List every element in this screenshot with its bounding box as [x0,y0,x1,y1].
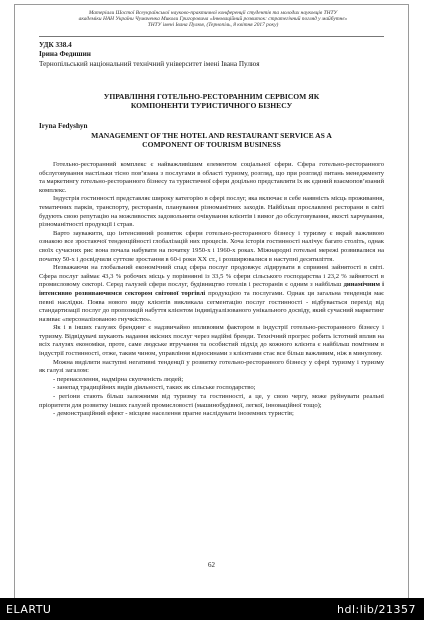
repository-footer [0,598,424,620]
udc-code: УДК 338.4 [39,41,72,49]
paper-page [14,4,409,600]
title-ua [39,92,384,110]
title-en-line-1: MANAGEMENT OF THE HOTEL AND RESTAURANT SERVICE AS A [91,131,332,140]
paragraph-5: Як і в інших галузях брендинг є надзвичайно впливовим фактором в індустрії готельно-ресторанного бізнесу і туризму. Відвідувачі шукають надання якісних послуг через надійні бренди. Технічний прогрес робить істотний вплив на всіх галузях економіки, проте, саме людське втручання та особистий підхід до кожного клієнта є найбільш помітним в індустрії гостинності, отже, таким чином, управління відносинами з клієнтами стає все більш важливим, ніж в минулому. [39,324,384,358]
paragraph-2: Індустрія гостинності представляє широку категорію в сфері послуг, яка включає в себе наявність місць проживання, тематичних парків, транспорту, ресторанів, планування різноманітних заходів. Найбільш прославлені ресторани в світі будують свою репутацію на можливостях задовольняти очікування клієнтів і вимог до обслуговування, якості харчування, різноманітності продукції і страв. [39,195,384,229]
page-number: 62 [208,561,215,569]
paragraph-4-end: продукцією та послугами. Однак ця загальна тенденція має певні наслідки. Поява нового виду клієнтів викликала сегментацію послуг гостинності - відбувається перехід від стандартизації послуг до пропозицій набуття клієнтом індивідуалізованого унікального досвіду, який сучасний маркетинг називає «персоналізованою гнучкістю». [39,289,384,323]
author-en: Iryna Fedyshyn [39,122,88,130]
paragraph-6: Можна виділити наступні негативні тенденції у розвитку готельно-ресторанного бізнесу у сфері туризму і туризму як галузі загалом: [39,358,384,375]
handle-id: hdl:lib/21357 [336,603,416,616]
title-en [39,131,384,149]
list-item: - перенаселення, надмірна скупченість людей; [53,375,184,383]
repository-name: ELARTU [6,603,52,616]
header-line-2: академіки НАН України Чумаченка Миколи Григоровича «Інноваційний розвиток: стратегічний погляд у майбутнє» [78,16,348,23]
paragraph-4-start: Незважаючи на глобальний економічний спад сфера послуг продовжує лідирувати в сприянні зайнятості в світі. Сфера послуг займає 43,3 % робочих місць у порівнянні із 33,5 % сфери сільського господарства і 23,2 % зайнятості в промисловому секторі. Серед галузей сфери послуг, будівництво готелів і ресторанів є одним з найбільш [39,264,384,289]
paragraph-1: Готельно-ресторанний комплекс є найважливішим елементом соціальної сфери. Сфера готельно-ресторанного обслуговування настільки тісно пов’язана з послугами в області туризму, розгляд, що при розгляді питань менеджменту та маркетингу готельно-ресторанного бізнесу та туристичної сфери доцільно представляти їх як єдиний взаємопов’язаний комплекс. [39,161,384,194]
title-ua-line-2: КОМПОНЕНТИ ТУРИСТИЧНОГО БІЗНЕСУ [130,101,293,111]
paragraph-4 [39,264,384,324]
title-en-line-2: COMPONENT OF TOURISM BUSINESS [142,140,281,150]
header-line-1: Матеріали Шостої Всеукраїнської науково-практичної конференції студентів та молодих науковців ТНТУ [88,10,338,16]
header-line-3: ТНТУ імені Івана Пулюя, (Тернопіль, 8 квітня 2017 року) [147,22,279,29]
conference-header [55,10,371,29]
title-ua-line-1: УПРАВЛІННЯ ГОТЕЛЬНО-РЕСТОРАННИМ СЕРВІСОМ ЯК [103,92,320,101]
list-item: - регіони стають більш залежними від туризму та гостинності, а це, у свою чергу, може руйнувати реальні пріоритети для розвитку інших галузей промисловості (машинобудівної, легкої, інноваційної тощо); [39,393,384,409]
author-ua: Ірина Федишин [39,50,91,58]
list-item: - занепад традиційних видів діяльності, таких як сільське господарство; [53,384,256,392]
list-item: - демонстраційний ефект - місцеве населення прагне наслідувати іноземних туристів; [53,410,294,418]
paragraph-3: Варто зауважити, що інтенсивний розвиток сфери готельно-ресторанного бізнесу і туризму є вкрай важливою ознакою все зростаючої тенденційності глобалізацій них процесів. Хоча історія гостинності налічує багато століть, однак своїх сучасних рис вона почала набувати на початку 1950-х і 1960-х роках. Міжнародні готельні мережі розвивалися на початку 50-х і досвідчили суттєве зростання в 60-і роки XX ст., і розширювалися в наступні десятиліття. [39,229,384,263]
paragraph-4-bold: динамічним і інтенсивно розвиваючимся сектором світової торгівлі [39,281,384,297]
article-body [39,161,384,419]
header-divider [39,36,384,37]
affiliation: Тернопільський національний технічний університет імені Івана Пулюя [39,60,260,68]
